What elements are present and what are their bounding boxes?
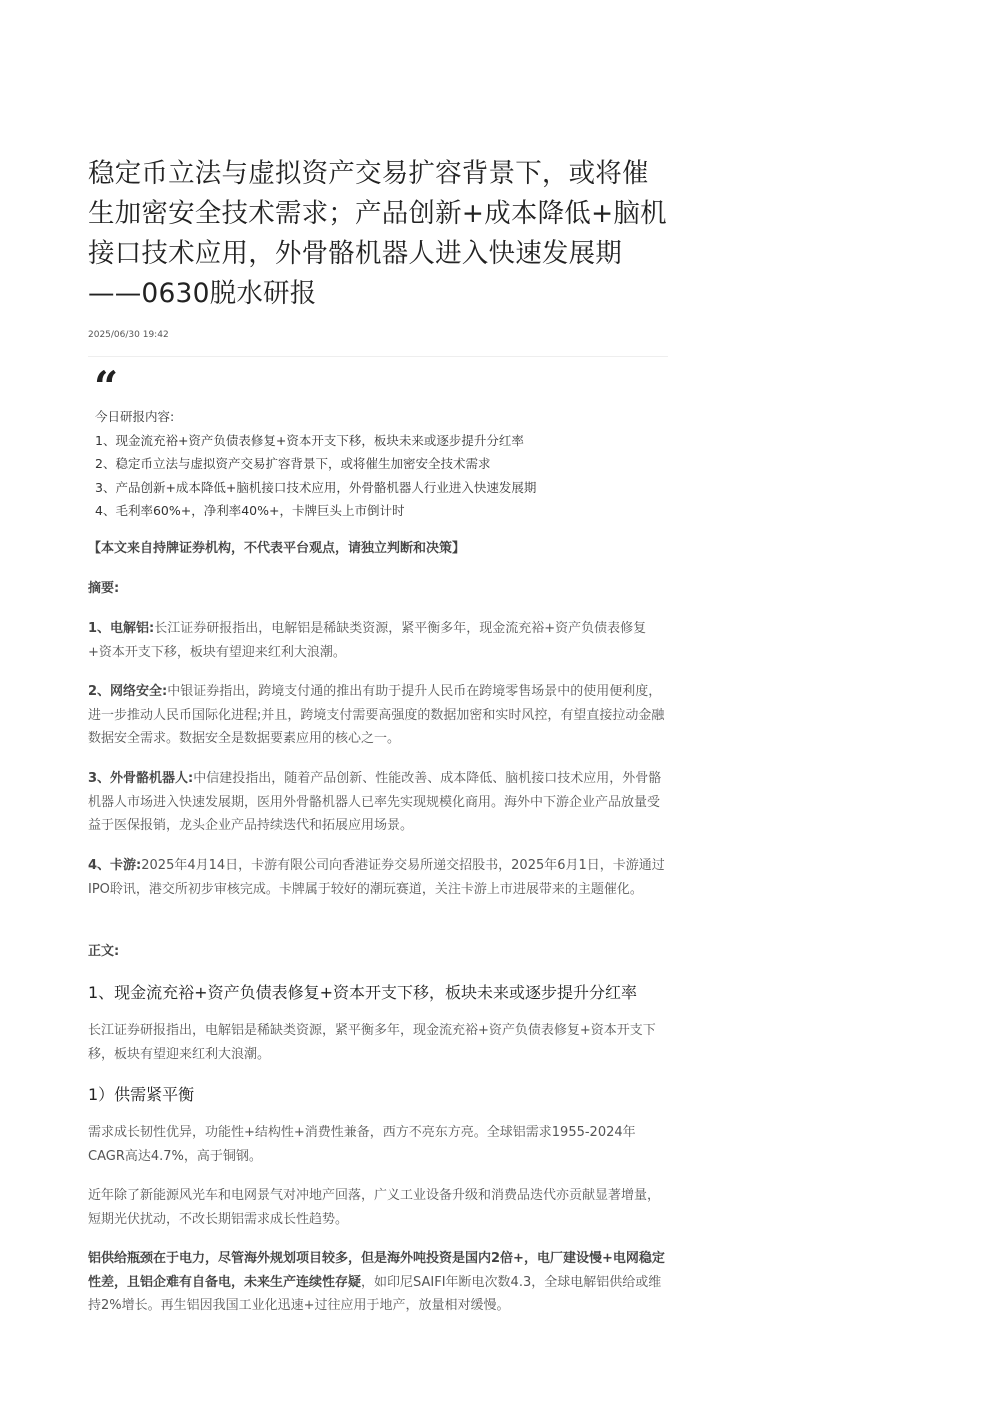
summary-item-lead: 2、网络安全: (88, 684, 168, 699)
intro-item: 2、稳定币立法与虚拟资产交易扩容背景下，或将催生加密安全技术需求 (95, 456, 491, 471)
summary-label (88, 577, 668, 601)
paragraph-mixed (88, 1247, 668, 1318)
disclaimer-text: 【本文来自持牌证券机构，不代表平台观点，请独立判断和决策】 (88, 541, 466, 556)
disclaimer (88, 537, 668, 561)
paragraph-text: ，如印尼SAIFI年断电次数4.3，全球电解铝供给或维持2%增长。再生铝因我国工业化迅速+过往应用于地产，放量相对缓慢。 (88, 1274, 662, 1313)
summary-item-text: 中银证券指出，跨境支付通的推出有助于提升人民币在跨境零售场景中的使用便利度，进一步推动人民币国际化进程;并且，跨境支付需要高强度的数据加密和实时风控，有望直接拉动金融数据安全需求。数据安全是数据要素应用的核心之一。 (88, 684, 665, 746)
summary-label-text: 摘要: (88, 581, 120, 596)
subsection-heading: 1）供需紧平衡 (88, 1085, 195, 1104)
summary-item-text: 长江证券研报指出，电解铝是稀缺类资源，紧平衡多年，现金流充裕+资产负债表修复+资本开支下移，板块有望迎来红利大浪潮。 (88, 621, 647, 660)
intro-item: 4、毛利率60%+，净利率40%+，卡牌巨头上市倒计时 (95, 503, 405, 518)
main-label-text: 正文: (88, 944, 120, 959)
section-heading: 1、现金流充裕+资产负债表修复+资本开支下移，板块未来或逐步提升分红率 (88, 983, 637, 1002)
section-paragraph: 长江证券研报指出，电解铝是稀缺类资源，紧平衡多年，现金流充裕+资产负债表修复+资本开支下移，板块有望迎来红利大浪潮。 (88, 1023, 656, 1062)
article-title: 稳定币立法与虚拟资产交易扩容背景下，或将催生加密安全技术需求；产品创新+成本降低+脑机接口技术应用，外骨骼机器人进入快速发展期——0630脱水研报 (88, 158, 667, 309)
intro-block (95, 405, 536, 523)
paragraph: 近年除了新能源风光车和电网景气对冲地产回落，广义工业设备升级和消费品迭代亦贡献显著增量，短期光伏扰动，不改长期铝需求成长性趋势。 (88, 1188, 661, 1227)
summary-item-3 (88, 767, 668, 838)
summary-item-text: 中信建投指出，随着产品创新、性能改善、成本降低、脑机接口技术应用，外骨骼机器人市场进入快速发展期，医用外骨骼机器人已率先实现规模化商用。海外中下游企业产品放量受益于医保报销，龙头企业产品持续迭代和拓展应用场景。 (88, 771, 662, 833)
summary-item-lead: 3、外骨骼机器人: (88, 771, 194, 786)
summary-item-1 (88, 617, 668, 664)
summary-item-lead: 1、电解铝: (88, 621, 155, 636)
quote-icon: “ (94, 362, 119, 411)
main-label (88, 940, 668, 964)
intro-item: 1、现金流充裕+资产负债表修复+资本开支下移，板块未来或逐步提升分红率 (95, 432, 524, 448)
paragraph: 需求成长韧性优异，功能性+结构性+消费性兼备，西方不亮东方亮。全球铝需求1955-2024年CAGR高达4.7%，高于铜钢。 (88, 1125, 636, 1164)
divider (88, 356, 668, 357)
publish-date: 2025/06/30 19:42 (88, 330, 169, 340)
summary-item-lead: 4、卡游: (88, 858, 142, 873)
intro-heading: 今日研报内容: (95, 409, 175, 424)
summary-item-text: 2025年4月14日，卡游有限公司向香港证券交易所递交招股书，2025年6月1日，卡游通过IPO聆讯，港交所初步审核完成。卡牌属于较好的潮玩赛道，关注卡游上市进展带来的主题催化。 (88, 858, 665, 897)
summary-item-2 (88, 680, 668, 751)
emphasis-text: 铝供给瓶颈在于电力，尽管海外规划项目较多，但是海外吨投资是国内2倍+，电厂建设慢+电网稳定性差，且铝企难有自备电，未来生产连续性存疑 (88, 1251, 665, 1290)
summary-item-4 (88, 854, 668, 901)
intro-item: 3、产品创新+成本降低+脑机接口技术应用，外骨骼机器人行业进入快速发展期 (95, 479, 537, 495)
